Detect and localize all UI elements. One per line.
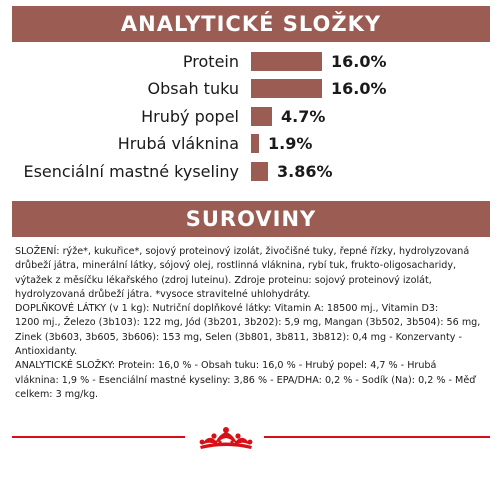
- analysis-label: Hrubý popel: [141, 107, 239, 126]
- ingredients-line: Antioxidanty.: [15, 346, 78, 358]
- ingredients-header-text: SUROVINY: [185, 207, 317, 231]
- ingredients-line: výtažek z měsíčku lékařského (zdroj luteinu). Zdroje proteinu: sojový proteinový izolát,: [15, 274, 432, 286]
- analysis-label: Protein: [182, 52, 239, 71]
- analysis-label: Esenciální mastné kyseliny: [23, 162, 239, 181]
- analysis-value: 3.86%: [277, 162, 333, 181]
- ingredients-line: vláknina: 1,9 % - Esenciální mastné kyseliny: 3,86 % - EPA/DHA: 0,2 % - Sodík (Na): 0,2 % - Měď: [15, 374, 476, 386]
- brand-divider-left: [12, 436, 185, 438]
- royal-canin-crown-icon: [190, 424, 262, 452]
- analysis-row: [0, 130, 502, 158]
- analysis-value: 4.7%: [281, 107, 326, 126]
- analysis-bar: [251, 162, 268, 181]
- analysis-bar: [251, 79, 322, 98]
- analysis-row: [0, 158, 502, 186]
- ingredients-line: 1200 mj., Železo (3b103): 122 mg, Jód (3b201, 3b202): 5,9 mg, Mangan (3b502, 3b504): 56 mg,: [15, 317, 481, 329]
- analytic-header: [12, 6, 490, 42]
- analysis-value: 16.0%: [331, 79, 387, 98]
- analysis-bar: [251, 134, 259, 153]
- analysis-label: Obsah tuku: [147, 79, 239, 98]
- analysis-label: Hrubá vláknina: [117, 134, 239, 153]
- ingredients-line: SLOŽENÍ: rýže*, kukuřice*, sojový proteinový izolát, živočišné tuky, řepné řízky, hydrolyzovaná: [15, 246, 470, 257]
- ingredients-text: [15, 245, 493, 402]
- ingredients-line: drůbeží játra, minerální látky, sójový olej, rostlinná vláknina, rybí tuk, frukto-oligosacharidy,: [15, 260, 457, 272]
- analysis-row: [0, 48, 502, 76]
- analysis-bar: [251, 107, 272, 126]
- analytic-header-text: ANALYTICKÉ SLOŽKY: [120, 12, 382, 36]
- ingredients-line: celkem: 3 mg/kg.: [15, 388, 99, 400]
- ingredients-line: DOPLŇKOVÉ LÁTKY (v 1 kg): Nutriční doplňkové látky: Vitamin A: 18500 mj., Vitamin D3:: [15, 303, 439, 315]
- ingredients-line: Zinek (3b603, 3b605, 3b606): 153 mg, Selen (3b801, 3b811, 3b812): 0,4 mg - Konzervanty -: [15, 331, 462, 343]
- analysis-value: 1.9%: [268, 134, 313, 153]
- analytic-bars: [0, 48, 502, 198]
- ingredients-line: hydrolyzovaná drůbeží játra. *vysoce stravitelné uhlohydráty.: [15, 288, 311, 300]
- ingredients-header: [12, 201, 490, 237]
- analysis-bar: [251, 52, 322, 71]
- ingredients-line: ANALYTICKÉ SLOŽKY: Protein: 16,0 % - Obsah tuku: 16,0 % - Hrubý popel: 4,7 % - Hrubá: [15, 360, 437, 372]
- analysis-row: [0, 103, 502, 131]
- analysis-value: 16.0%: [331, 52, 387, 71]
- brand-divider-right: [264, 436, 490, 438]
- analysis-row: [0, 75, 502, 103]
